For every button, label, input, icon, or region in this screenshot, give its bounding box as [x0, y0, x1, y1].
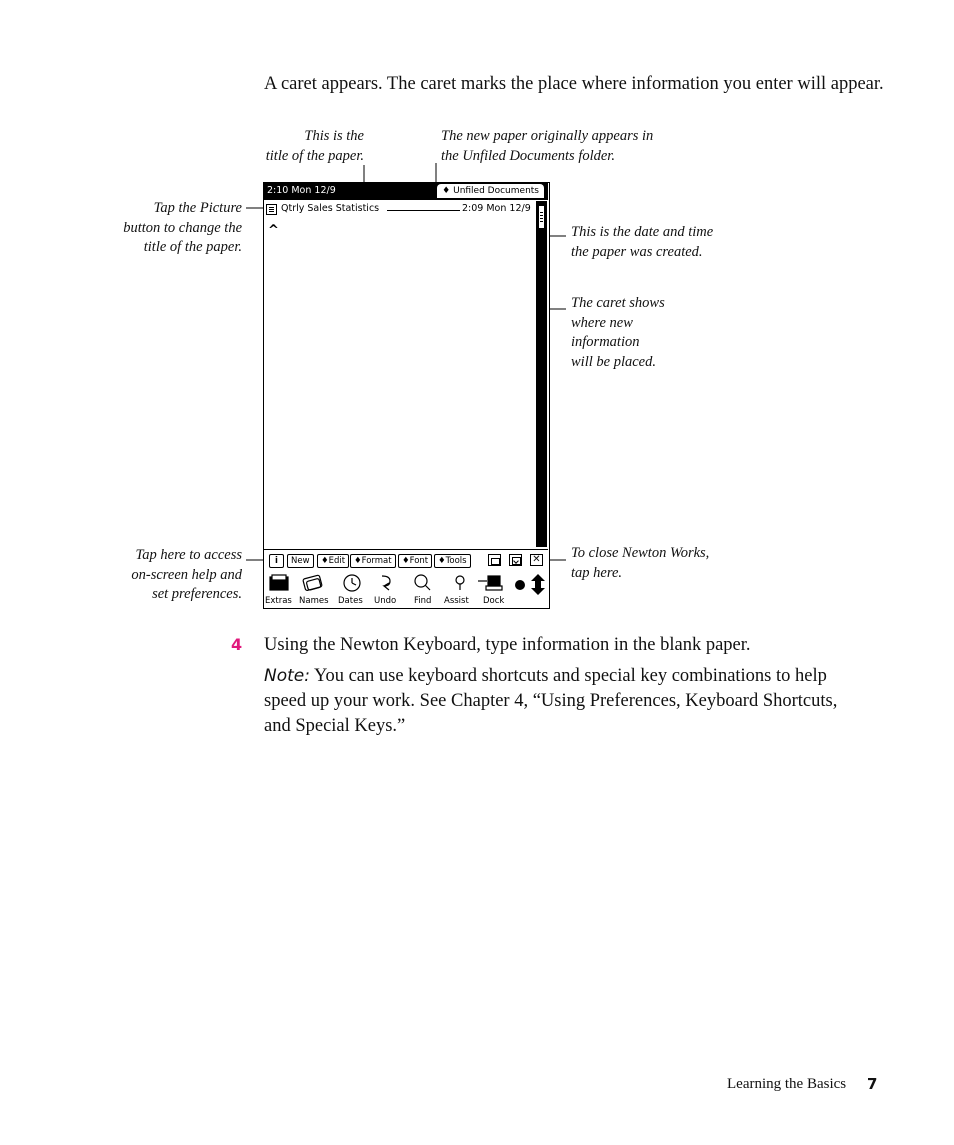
dock-icons [266, 572, 548, 596]
scroll-up-icon [531, 574, 545, 585]
newton-screen [263, 182, 550, 609]
dock-icon [478, 576, 502, 590]
dock-dates[interactable]: Dates [338, 596, 363, 606]
close-icon[interactable]: ✕ [530, 554, 543, 566]
dock-find[interactable]: Find [414, 596, 432, 606]
dock-dock[interactable]: Dock [483, 596, 505, 606]
callout-picture-note: Tap the Picture button to change the title of the paper. [123, 200, 242, 255]
footer-section: Learning the Basics [727, 1076, 847, 1092]
record-dot-icon [515, 580, 525, 590]
callout-caret-note: The caret shows where new information will be placed. [571, 295, 665, 370]
scroll-thumb[interactable] [538, 205, 545, 229]
intro-text: A caret appears. The caret marks the place where information you enter will appear. [264, 74, 884, 94]
scrollbar[interactable] [536, 201, 547, 547]
dock-extras[interactable]: Extras [265, 596, 292, 606]
extras-icon [270, 575, 288, 590]
toolbar-rule [264, 549, 548, 550]
note-text: You can use keyboard shortcuts and special key combinations to help speed up your work. See Chapter 4, “Using Preferences, Keyboard Shortcuts, and Special Keys.” [264, 666, 838, 736]
routing-icon[interactable] [509, 554, 522, 566]
caret: ^ [268, 223, 279, 238]
step-text: Using the Newton Keyboard, type information in the blank paper. [264, 635, 751, 655]
step-number: 4 [231, 635, 243, 654]
dock-names[interactable]: Names [299, 596, 329, 606]
scroll-down-icon [531, 585, 545, 595]
note-label: Note: [264, 666, 310, 686]
callout-close-note: To close Newton Works, tap here. [571, 545, 710, 581]
info-button[interactable]: i [269, 554, 284, 568]
picture-icon[interactable] [266, 204, 277, 215]
font-button[interactable]: ♦Font [398, 554, 432, 568]
created-time: 2:09 Mon 12/9 [462, 203, 531, 214]
find-icon [415, 575, 430, 590]
undo-icon [382, 576, 390, 590]
dock-undo[interactable]: Undo [374, 596, 397, 606]
callout-title-note: This is the title of the paper. [265, 128, 364, 164]
dock-assist[interactable]: Assist [444, 596, 469, 606]
new-button[interactable]: New [287, 554, 314, 568]
dates-icon [344, 575, 360, 591]
page-number: 7 [867, 1075, 878, 1093]
tools-button[interactable]: ♦Tools [434, 554, 471, 568]
note-paragraph [264, 664, 864, 739]
callout-folder-note: The new paper originally appears in the Unfiled Documents folder. [441, 128, 654, 164]
status-time: 2:10 Mon 12/9 [267, 185, 336, 196]
names-icon [303, 575, 323, 591]
format-button[interactable]: ♦Format [350, 554, 396, 568]
folder-tab[interactable]: ♦ Unfiled Documents [437, 184, 544, 198]
paper-title[interactable]: Qtrly Sales Statistics [281, 203, 380, 214]
status-bar [264, 183, 548, 200]
title-rule [387, 210, 460, 211]
callout-date-note: This is the date and time the paper was created. [571, 224, 714, 260]
callout-help-note: Tap here to access on-screen help and set preferences. [131, 547, 242, 602]
folder-icon[interactable] [488, 554, 501, 566]
edit-button[interactable]: ♦Edit [317, 554, 349, 568]
assist-icon [456, 576, 464, 590]
